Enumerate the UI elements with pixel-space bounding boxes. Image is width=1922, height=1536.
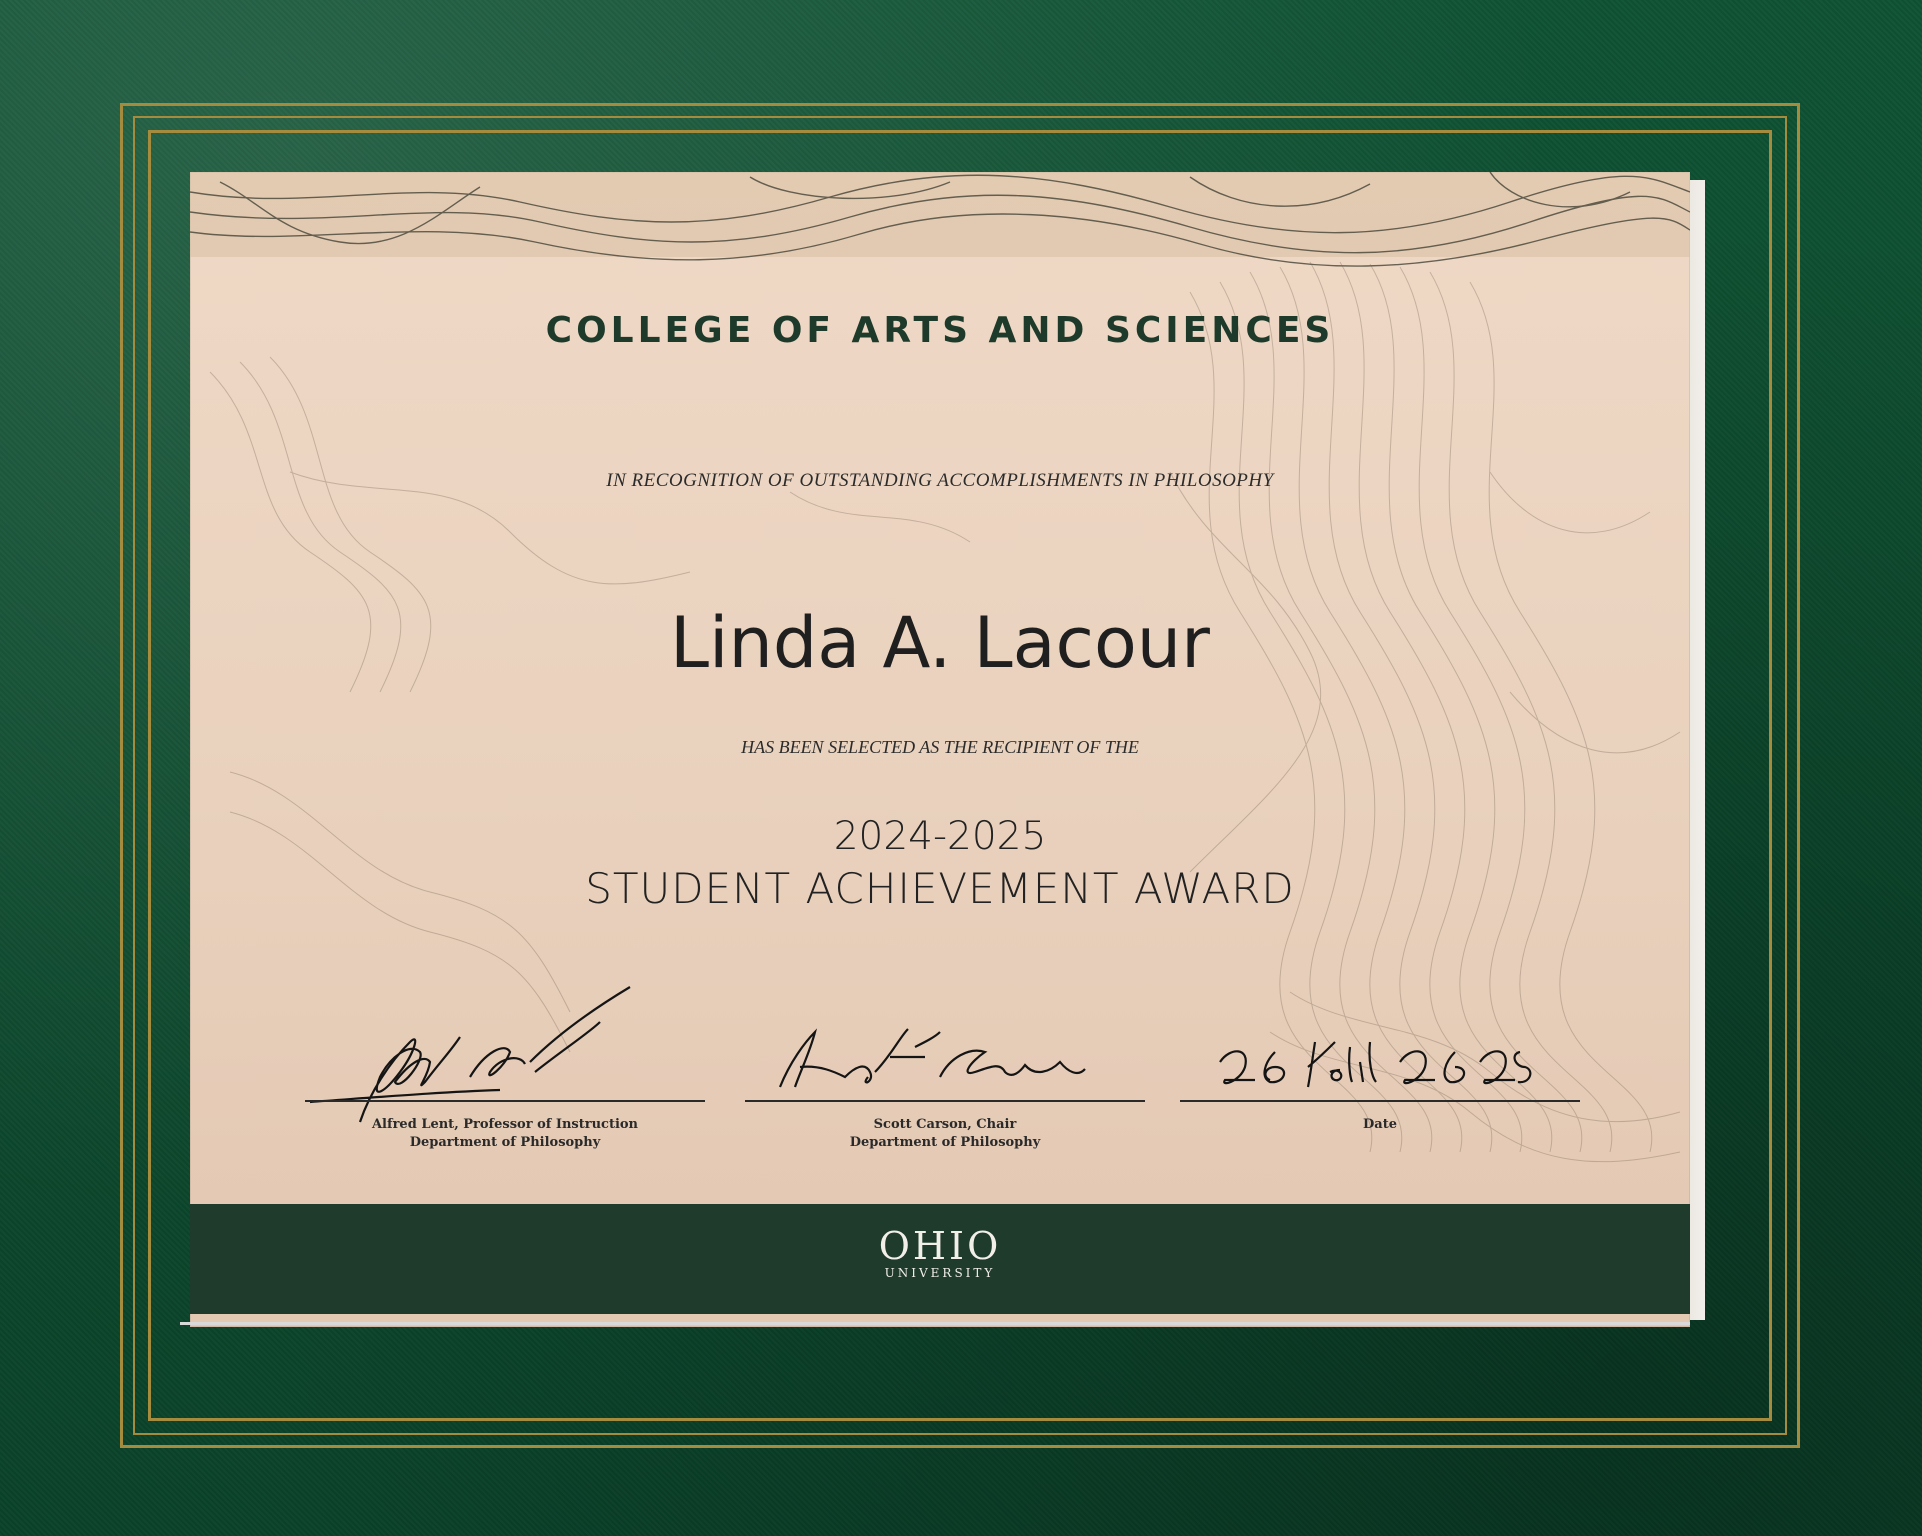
signer-1-department: Department of Philosophy [409, 1135, 601, 1150]
award-title: STUDENT ACHIEVEMENT AWARD [585, 864, 1295, 913]
signature-line-3 [1180, 1100, 1580, 1102]
certificate-paper [190, 172, 1690, 1327]
signature-2 [750, 1017, 1090, 1107]
signer-2-title: Scott Carson, Chair [873, 1117, 1017, 1132]
signature-line-2 [745, 1100, 1145, 1102]
signature-line-1 [305, 1100, 705, 1102]
signature-caption-2 [745, 1116, 1145, 1152]
ohio-logo: OHIO [878, 1224, 1002, 1268]
college-title: COLLEGE OF ARTS AND SCIENCES [545, 310, 1335, 351]
award-year: 2024-2025 [833, 814, 1047, 859]
signer-1-title: Alfred Lent, Professor of Instruction [371, 1117, 639, 1132]
signature-caption-1 [305, 1116, 705, 1152]
university-logo-text: UNIVERSITY [884, 1266, 996, 1280]
paper-bottom-edge [180, 1322, 1690, 1325]
handwritten-date [1200, 1022, 1540, 1102]
selected-line: HAS BEEN SELECTED AS THE RECIPIENT OF THE [741, 737, 1139, 757]
signer-2-department: Department of Philosophy [849, 1135, 1041, 1150]
recipient-name: Linda A. Lacour [670, 602, 1210, 684]
recognition-line: IN RECOGNITION OF OUTSTANDING ACCOMPLISHMENTS IN PHILOSOPHY [606, 470, 1274, 491]
date-caption [1180, 1116, 1580, 1134]
date-label: Date [1363, 1117, 1397, 1132]
